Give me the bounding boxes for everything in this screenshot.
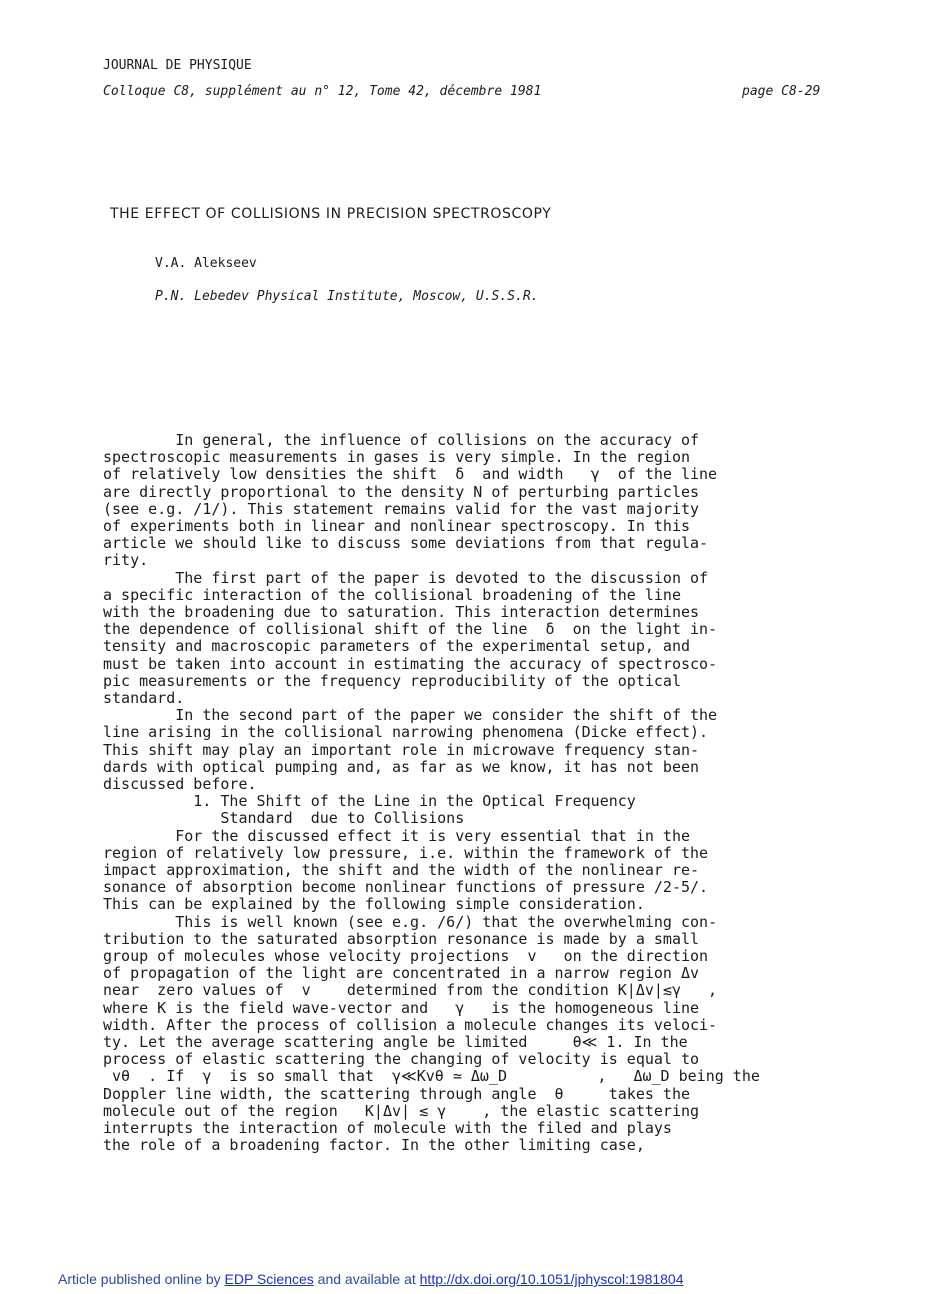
footer-prefix: Article published online by xyxy=(58,1271,225,1287)
body-line: article we should like to discuss some deviations from that regula- xyxy=(103,534,709,553)
body-line: the dependence of collisional shift of the line δ on the light in- xyxy=(103,620,718,639)
body-line: of propagation of the light are concentrated in a narrow region Δv xyxy=(103,964,700,983)
colloque-line: Colloque C8, supplément au n° 12, Tome 42, décembre 1981 xyxy=(103,84,542,99)
body-line: Doppler line width, the scattering through angle θ takes the xyxy=(103,1084,690,1103)
body-line: The first part of the paper is devoted to the discussion of xyxy=(103,568,709,587)
body-line: tribution to the saturated absorption resonance is made by a small xyxy=(103,929,700,948)
body-line: with the broadening due to saturation. This interaction determines xyxy=(103,603,700,621)
publisher-link[interactable]: EDP Sciences xyxy=(224,1271,314,1287)
body-line: 1. The Shift of the Line in the Optical Frequency xyxy=(103,792,636,811)
doi-link[interactable]: http://dx.doi.org/10.1051/jphyscol:1981804 xyxy=(419,1271,684,1287)
author-name: V.A. Alekseev xyxy=(155,256,257,271)
body-line: a specific interaction of the collisional broadening of the line xyxy=(103,585,681,604)
author-affiliation: P.N. Lebedev Physical Institute, Moscow, U.S.S.R. xyxy=(155,289,539,304)
body-line: near zero values of v determined from the condition K|Δv|≲γ , xyxy=(103,981,718,1000)
body-line: In general, the influence of collisions on the accuracy of xyxy=(103,431,700,449)
body-line: This can be explained by the following simple consideration. xyxy=(103,895,645,914)
body-line: must be taken into account in estimating the accuracy of spectrosco- xyxy=(103,654,718,673)
body-line: vθ . If γ is so small that γ≪Kvθ ≃ Δω_D , Δω_D being the xyxy=(103,1067,760,1086)
journal-name: JOURNAL DE PHYSIQUE xyxy=(103,58,252,73)
body-line: This is well known (see e.g. /6/) that the overwhelming con- xyxy=(103,912,718,931)
body-line: line arising in the collisional narrowing phenomena (Dicke effect). xyxy=(103,723,709,742)
body-line: sonance of absorption become nonlinear functions of pressure /2-5/. xyxy=(103,878,709,897)
body-line: (see e.g. /1/). This statement remains valid for the vast majority xyxy=(103,499,700,518)
body-line: width. After the process of collision a molecule changes its veloci- xyxy=(103,1015,718,1034)
body-line: dards with optical pumping and, as far as we know, it has not been xyxy=(103,757,700,776)
body-line: spectroscopic measurements in gases is very simple. In the region xyxy=(103,448,690,467)
body-line: This shift may play an important role in microwave frequency stan- xyxy=(103,740,700,759)
footer-middle: and available at xyxy=(313,1271,420,1287)
body-line: interrupts the interaction of molecule with the filed and plays xyxy=(103,1119,672,1137)
body-line: where K is the field wave-vector and γ is the homogeneous line xyxy=(103,998,700,1017)
body-line: discussed before. xyxy=(103,775,257,793)
body-line: Standard due to Collisions xyxy=(103,809,465,828)
body-line: impact approximation, the shift and the width of the nonlinear re- xyxy=(103,861,700,879)
body-line: of relatively low densities the shift δ and width γ of the line xyxy=(103,465,718,484)
body-line: rity. xyxy=(103,551,149,570)
body-line: pic measurements or the frequency reproducibility of the optical xyxy=(103,671,681,690)
body-line: ty. Let the average scattering angle be limited θ≪ 1. In the xyxy=(103,1033,688,1051)
body-line: standard. xyxy=(103,689,185,707)
body-line: region of relatively low pressure, i.e. within the framework of the xyxy=(103,843,709,862)
publication-footer xyxy=(58,1271,684,1287)
body-line: are directly proportional to the density N of perturbing particles xyxy=(103,482,700,501)
paper-title: THE EFFECT OF COLLISIONS IN PRECISION SPECTROSCOPY xyxy=(110,206,552,222)
body-line: the role of a broadening factor. In the other limiting case, xyxy=(103,1136,645,1155)
body-line: For the discussed effect it is very essential that in the xyxy=(103,826,690,845)
body-line: process of elastic scattering the changing of velocity is equal to xyxy=(103,1050,700,1069)
body-line: of experiments both in linear and nonlinear spectroscopy. In this xyxy=(103,517,690,535)
body-line: group of molecules whose velocity projections v on the direction xyxy=(103,947,709,965)
page-number: page C8-29 xyxy=(742,84,821,99)
body-line: In the second part of the paper we consider the shift of the xyxy=(103,706,718,725)
body-line: tensity and macroscopic parameters of the experimental setup, and xyxy=(103,637,690,656)
body-line: molecule out of the region K|Δv| ≲ γ , the elastic scattering xyxy=(103,1101,700,1120)
